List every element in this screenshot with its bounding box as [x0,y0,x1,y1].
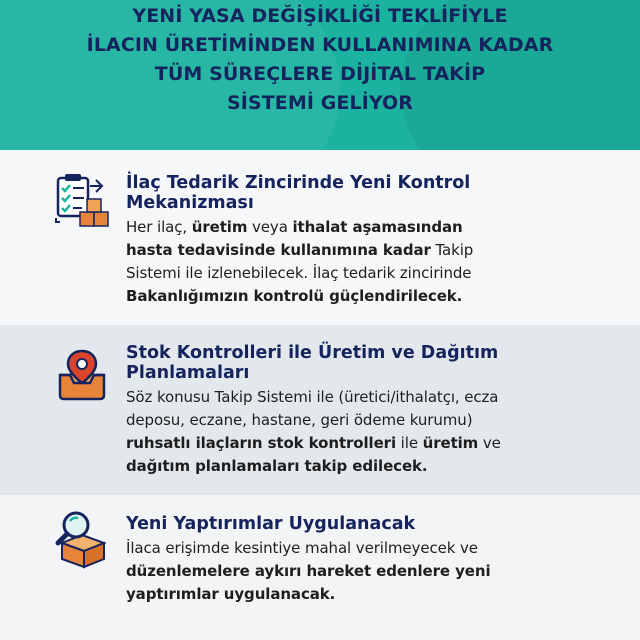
section-body [126,386,636,478]
body-text: Sistemi ile izlenebilecek. İlaç tedarik zincirinde [126,264,472,282]
body-bold: yaptırımlar uygulanacak. [126,585,336,603]
section-body [126,537,636,606]
headline [0,2,640,118]
section-title [126,173,470,213]
section-title-line: Yeni Yaptırımlar Uygulanacak [126,514,416,534]
body-bold: hasta tedavisinde kullanımına kadar [126,241,431,259]
body-line [126,537,636,560]
body-line [126,455,636,478]
body-bold: ithalat aşamasından [292,218,463,236]
section-supply-chain [0,150,640,325]
body-bold: düzenlemelere aykırı hareket edenlere yeni [126,562,491,580]
body-line [126,239,636,262]
body-text: Söz konusu Takip Sistemi ile (üretici/ithalatçı, ecza [126,388,499,406]
body-text: deposu, eczane, hastane, geri ödeme kurumu) [126,411,473,429]
body-line [126,409,636,432]
headline-line: TÜM SÜREÇLERE DİJİTAL TAKİP [154,63,486,85]
headline-line: SİSTEMİ GELİYOR [226,92,414,114]
body-bold: üretim [422,434,479,452]
body-text: veya [247,218,293,236]
section-title-line: Stok Kontrolleri ile Üretim ve Dağıtım [126,343,499,363]
section-title-line: Mekanizması [126,193,254,213]
body-text: Takip [430,241,474,259]
body-line [126,386,636,409]
header-banner [0,0,640,150]
location-inbox-icon [52,345,112,405]
body-line [126,216,636,239]
body-bold: üretim [191,218,248,236]
body-line [126,262,636,285]
body-line [126,285,636,308]
section-title-line: Planlamaları [126,363,250,383]
section-stock-control [0,325,640,495]
body-line [126,560,636,583]
body-line [126,583,636,606]
magnifier-box-icon [52,509,112,569]
section-title [126,514,415,534]
section-title [126,343,498,383]
body-bold: Bakanlığımızın kontrolü güçlendirilecek. [126,287,463,305]
section-title-line: İlaç Tedarik Zincirinde Yeni Kontrol [126,173,471,193]
body-text: ve [478,434,501,452]
section-body [126,216,636,308]
section-sanctions [0,495,640,640]
checklist-boxes-icon [52,172,112,232]
body-bold: ruhsatlı ilaçların stok kontrolleri [126,434,397,452]
headline-line: İLACIN ÜRETİMİNDEN KULLANIMINA KADAR [86,34,554,56]
headline-line: YENİ YASA DEĞİŞİKLİĞİ TEKLİFİYLE [132,5,508,27]
body-line [126,432,636,455]
body-text: ile [396,434,423,452]
body-text: Her ilaç, [126,218,192,236]
body-text: İlaca erişimde kesintiye mahal verilmeyecek ve [126,539,478,557]
body-bold: dağıtım planlamaları takip edilecek. [126,457,428,475]
